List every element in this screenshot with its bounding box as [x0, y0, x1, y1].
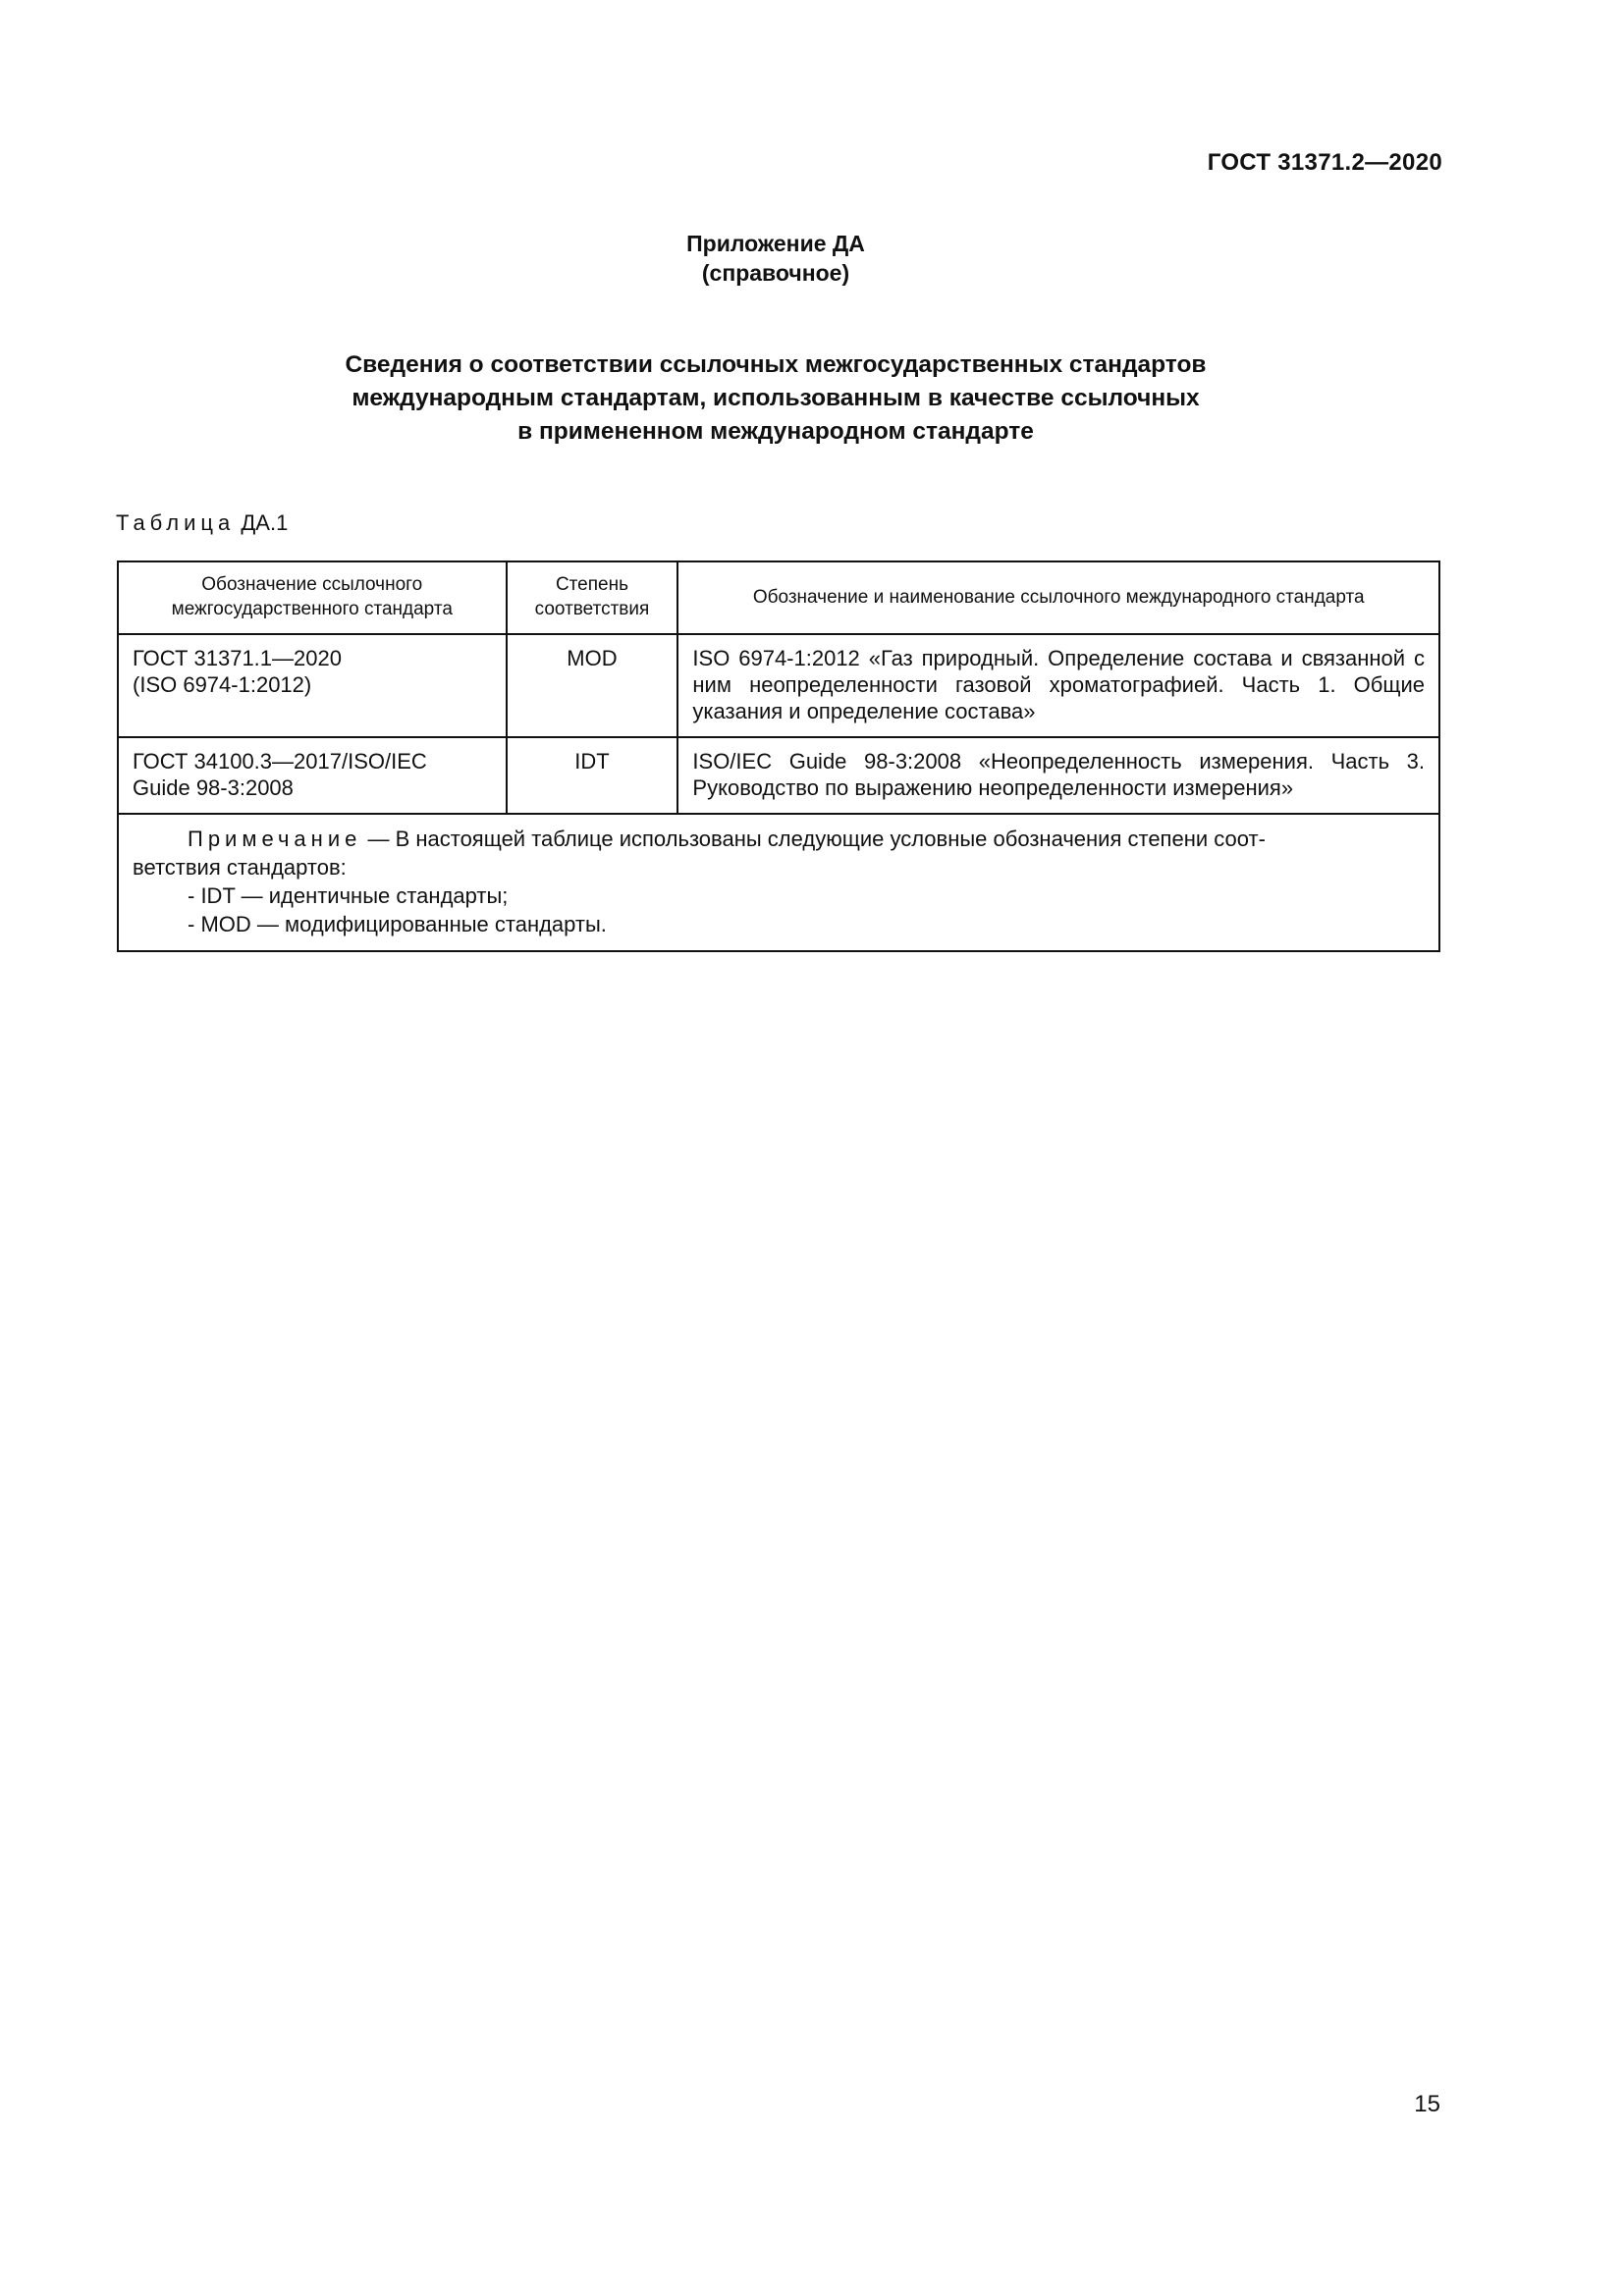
column-header-degree: Степень соответствия: [507, 561, 678, 634]
column-header-international: Обозначение и наименование ссылочного международного стандарта: [677, 561, 1439, 634]
designation-line: Guide 98-3:2008: [133, 775, 294, 800]
cell-international: ISO/IEC Guide 98-3:2008 «Неопределенность измерения. Часть 3. Руководство по выражению неопределенности измерения»: [677, 737, 1439, 814]
cell-international: ISO 6974-1:2012 «Газ природный. Определение состава и связанной с ним неопределенности газовой хроматографией. Часть 1. Общие указания и определение состава»: [677, 634, 1439, 737]
cell-designation: [118, 737, 507, 814]
designation-line: ГОСТ 31371.1—2020: [133, 646, 342, 670]
table-caption-number: ДА.1: [241, 510, 289, 535]
note-first-line: [133, 825, 1425, 853]
note-text-continuation: ветствия стандартов:: [133, 855, 347, 880]
heading-line-1: Сведения о соответствии ссылочных межгосударственных стандартов: [345, 351, 1207, 378]
cell-degree: IDT: [507, 737, 678, 814]
table-note: [118, 814, 1439, 951]
cell-degree: MOD: [507, 634, 678, 737]
table-caption-label: Таблица: [116, 510, 236, 535]
heading-line-2: международным стандартам, использованным в качестве ссылочных: [352, 385, 1200, 411]
note-item-idt: - IDT — идентичные стандарты;: [188, 883, 509, 908]
appendix-title: Приложение ДА: [686, 231, 865, 256]
table-caption: [116, 510, 288, 536]
note-text: — В настоящей таблице использованы следующие условные обозначения степени соот-: [361, 827, 1266, 851]
heading-line-3: в примененном международном стандарте: [517, 418, 1034, 445]
designation-line: (ISO 6974-1:2012): [133, 672, 312, 697]
reference-table: [117, 561, 1440, 952]
table-row: [118, 737, 1439, 814]
note-label: Примечание: [188, 827, 362, 851]
table-note-row: [118, 814, 1439, 951]
table-row: [118, 634, 1439, 737]
column-header-designation: Обозначение ссылочного межгосударственного стандарта: [118, 561, 507, 634]
appendix-subtitle: (справочное): [701, 260, 850, 286]
document-code: ГОСТ 31371.2—2020: [1207, 149, 1442, 176]
appendix-block: [0, 229, 1551, 288]
section-heading: [0, 348, 1551, 449]
designation-line: ГОСТ 34100.3—2017/ISO/IEC: [133, 749, 427, 774]
table-header-row: [118, 561, 1439, 634]
cell-designation: [118, 634, 507, 737]
note-item-mod: - MOD — модифицированные стандарты.: [188, 912, 607, 936]
page-number: 15: [1414, 2091, 1440, 2117]
